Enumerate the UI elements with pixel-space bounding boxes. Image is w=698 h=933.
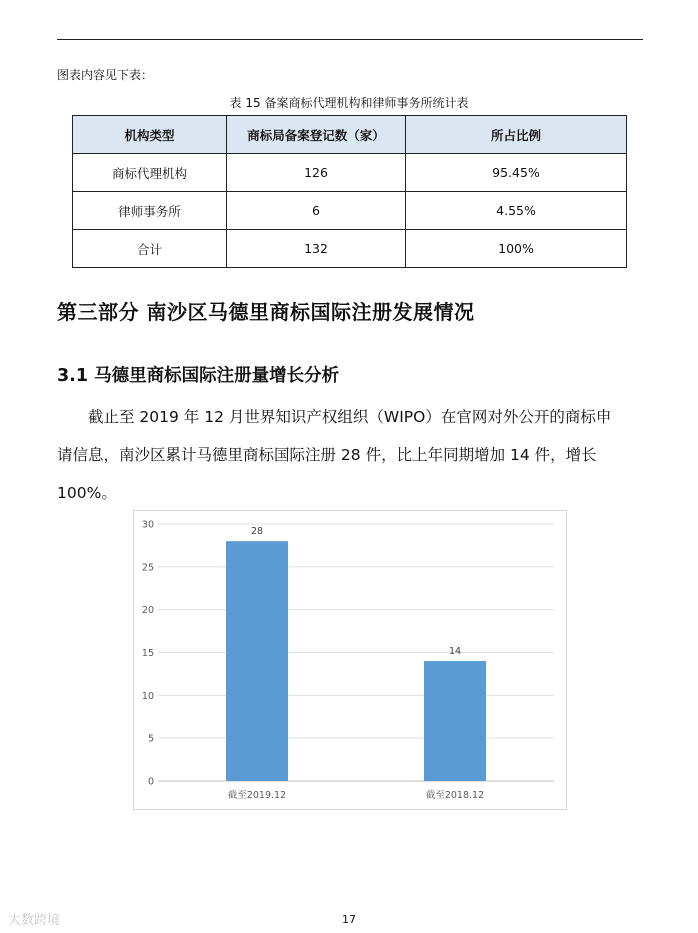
table-header-cell: 所占比例 bbox=[406, 116, 627, 154]
table-cell: 商标代理机构 bbox=[73, 154, 227, 192]
section-heading: 3.1 马德里商标国际注册量增长分析 bbox=[57, 366, 340, 386]
chart-canvas bbox=[134, 511, 566, 809]
table-cell: 100% bbox=[406, 230, 627, 268]
table-row bbox=[73, 154, 627, 192]
data-label: 14 bbox=[448, 646, 462, 658]
y-tick-label: 10 bbox=[141, 690, 154, 702]
table-header-cell: 机构类型 bbox=[73, 116, 227, 154]
watermark-logo: 大数跨境 bbox=[8, 913, 61, 928]
table-header-row bbox=[73, 116, 627, 154]
table-cell: 合计 bbox=[73, 230, 227, 268]
data-label: 28 bbox=[250, 526, 264, 538]
x-tick-label: 截至2019.12 bbox=[227, 790, 287, 801]
y-tick-label: 15 bbox=[141, 648, 154, 659]
table-cell: 4.55% bbox=[406, 192, 627, 230]
intro-text: 图表内容见下表： bbox=[57, 68, 154, 82]
paragraph-line: 请信息，南沙区累计马德里商标国际注册 28 件，比上年同期增加 14 件，增长 bbox=[57, 446, 597, 464]
page-number: 17 bbox=[342, 913, 356, 926]
table-header-cell: 商标局备案登记数（家） bbox=[227, 116, 406, 154]
agency-stats-table bbox=[72, 115, 627, 268]
body-paragraph bbox=[57, 398, 647, 512]
table-row bbox=[73, 192, 627, 230]
paragraph-line: 100%。 bbox=[57, 484, 117, 502]
header-rule bbox=[57, 39, 643, 40]
table-cell: 132 bbox=[227, 230, 406, 268]
paragraph-line: 截止至 2019 年 12 月世界知识产权组织（WIPO）在官网对外公开的商标申 bbox=[88, 408, 612, 426]
table-cell: 95.45% bbox=[406, 154, 627, 192]
bar bbox=[424, 661, 486, 781]
x-tick-label: 截至2018.12 bbox=[425, 790, 485, 801]
bar bbox=[226, 541, 288, 781]
table-cell: 律师事务所 bbox=[73, 192, 227, 230]
table-row bbox=[73, 230, 627, 268]
part-heading: 第三部分 南沙区马德里商标国际注册发展情况 bbox=[57, 300, 475, 324]
table-cell: 126 bbox=[227, 154, 406, 192]
y-tick-label: 20 bbox=[141, 605, 154, 617]
table-caption: 表 15 备案商标代理机构和律师事务所统计表 bbox=[229, 96, 469, 110]
table-cell: 6 bbox=[227, 192, 406, 230]
registration-bar-chart bbox=[133, 510, 567, 810]
y-tick-label: 5 bbox=[147, 733, 154, 745]
y-tick-label: 30 bbox=[141, 519, 154, 531]
y-tick-label: 0 bbox=[147, 776, 154, 788]
y-tick-label: 25 bbox=[141, 562, 154, 574]
